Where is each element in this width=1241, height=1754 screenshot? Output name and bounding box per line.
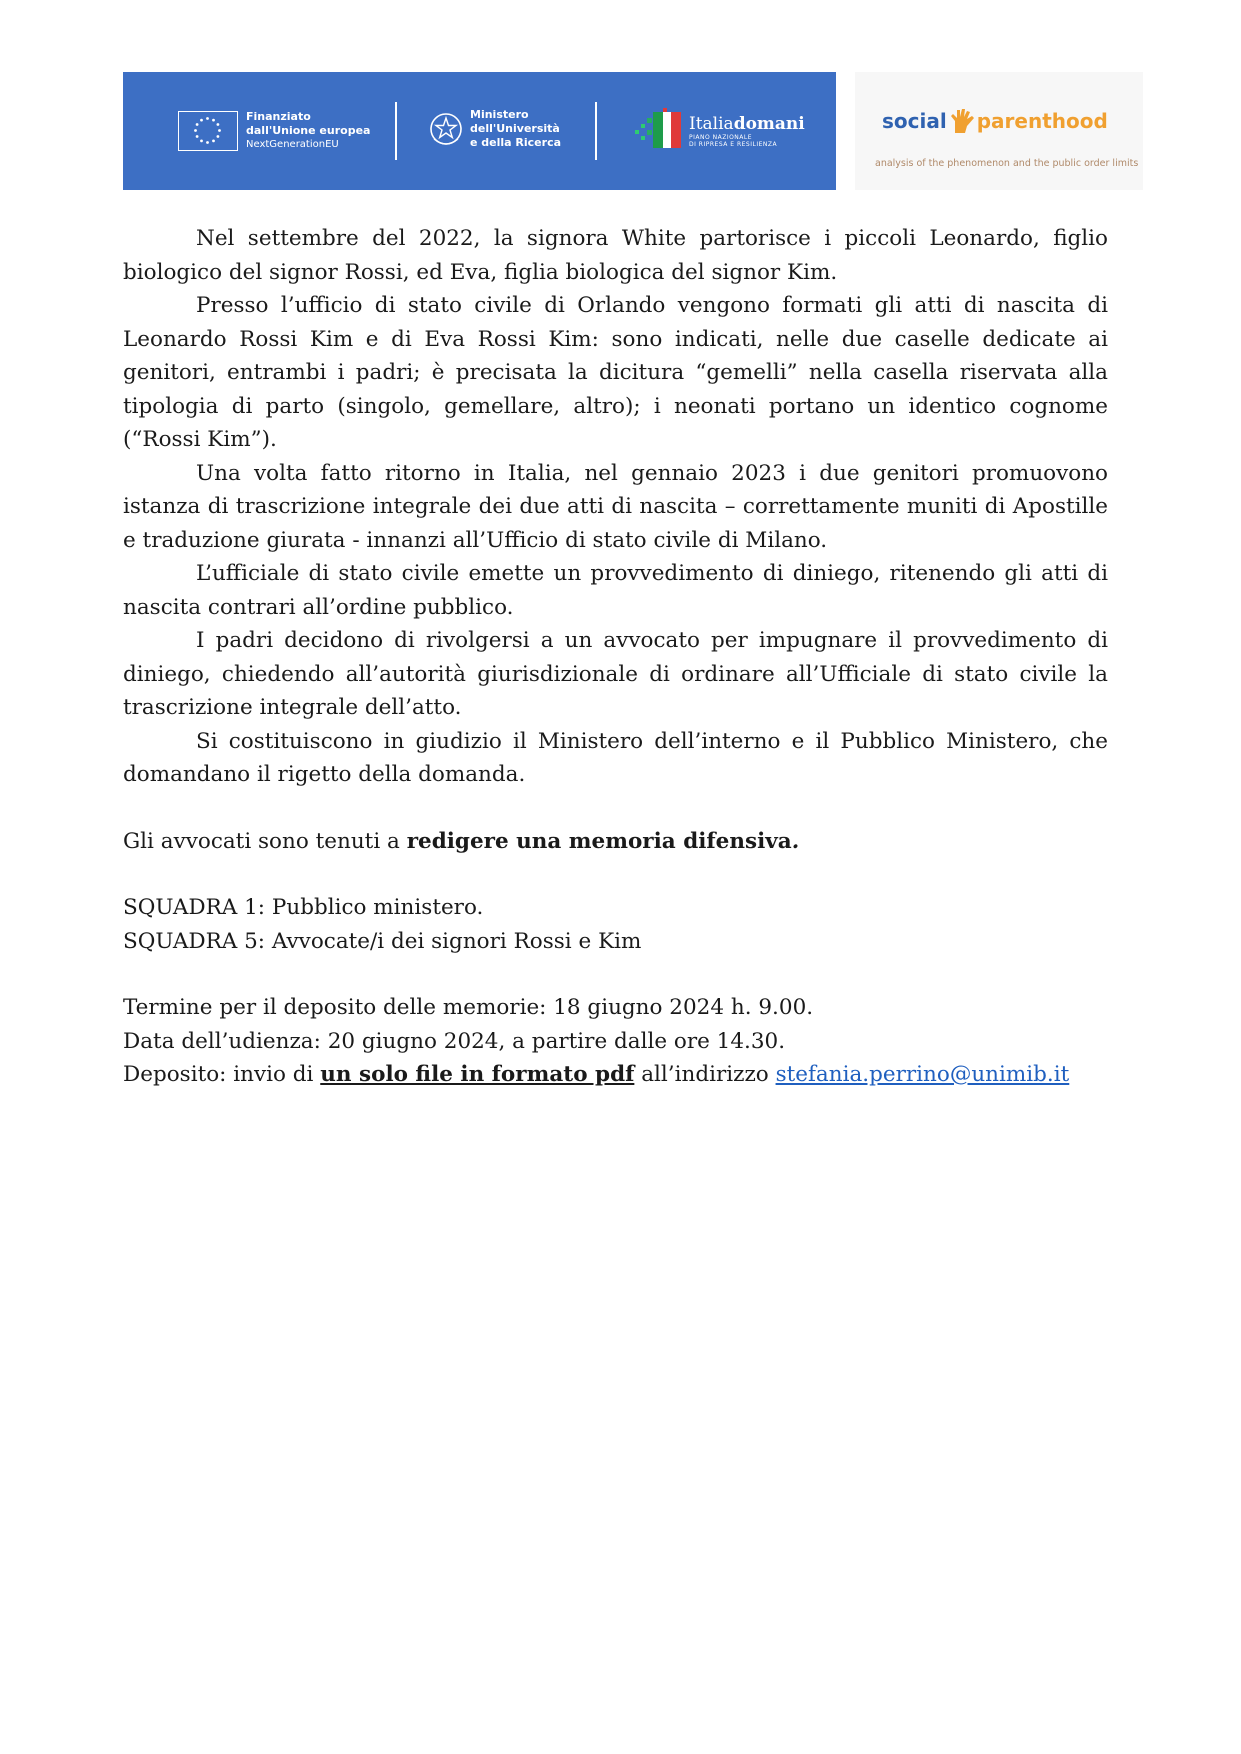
paragraph: Presso l’ufficio di stato civile di Orlando vengono formati gli atti di nascita di Leonardo Rossi Kim e di Eva Rossi Kim: sono indicati, nelle due caselle dedicate ai genitori, entrambi i padri; è precisata la dicitura “gemelli” nella casella riservata alla tipologia di parto (singolo, gemellare, altro); i neonati portano un identico cognome (“Rossi Kim”). [123,293,1108,452]
ministry-line1: Ministero [470,108,529,121]
eu-line3: NextGenerationEU [246,139,339,150]
deposit-instruction [123,1058,1108,1092]
task-prefix: Gli avvocati sono tenuti a [123,828,407,854]
deposit-mid: all’indirizzo [634,1062,776,1087]
team-5: SQUADRA 5: Avvocate/i dei signori Rossi e Kim [123,928,642,954]
italia-brand-a: Italia [689,114,734,134]
paragraph: I padri decidono di rivolgersi a un avvocato per impugnare il provvedimento di diniego, chiedendo all’autorità giurisdizionale di ordinare all’Ufficiale di stato civile la trascrizione integrale dell’atto. [123,628,1108,720]
sp-title-b: parenthood [976,109,1108,133]
deposit-bold: un solo file in formato pdf [320,1062,635,1087]
italian-emblem-icon [428,109,464,149]
hearing-date: Data dell’udienza: 20 giugno 2024, a partire dalle ore 14.30. [123,1028,786,1054]
eu-line1: Finanziato [246,110,311,123]
funding-banner [123,72,836,190]
email-link[interactable]: stefania.perrino@unimib.it [775,1062,1070,1087]
paragraph: Una volta fatto ritorno in Italia, nel gennaio 2023 i due genitori promuovono istanza di trascrizione integrale dei due atti di nascita – correttamente muniti di Apostille e traduzione giurata - innanzi all’Ufficio di stato civile di Milano. [123,460,1108,553]
document-body [123,222,1108,1092]
italia-domani-logo [633,106,805,156]
ministry-line2: dell'Università [470,122,560,135]
task-suffix: . [791,828,800,854]
eu-funding-logo [178,110,370,152]
ministry-line3: e della Ricerca [470,136,562,149]
social-parenthood-logo [855,72,1143,190]
paragraph: L’ufficiale di stato civile emette un provvedimento di diniego, ritenendo gli atti di nascita contrari all’ordine pubblico. [123,561,1108,620]
sp-title [882,108,1108,134]
hand-icon [947,108,977,134]
deposit-prefix: Deposito: invio di [123,1062,321,1087]
task-instruction [123,825,1108,859]
italia-brand-b: domani [733,114,805,134]
paragraph: Nel settembre del 2022, la signora White partorisce i piccoli Leonardo, figlio biologico del signor Rossi, ed Eva, figlia biologica del signor Kim. [123,226,1108,285]
italia-domani-icon [633,106,687,156]
italia-sub1: PIANO NAZIONALE [689,134,753,141]
italia-sub2: DI RIPRESA E RESILIENZA [689,141,778,148]
banner-divider [395,102,397,160]
ministry-logo [428,108,561,150]
team-1: SQUADRA 1: Pubblico ministero. [123,895,484,920]
deadline: Termine per il deposito delle memorie: 18 giugno 2024 h. 9.00. [123,995,814,1020]
sp-title-a: social [882,109,947,133]
eu-flag-icon [178,111,238,151]
eu-line2: dall'Unione europea [246,124,371,137]
paragraph: Si costituiscono in giudizio il Ministero dell’interno e il Pubblico Ministero, che domandano il rigetto della domanda. [123,728,1108,787]
sp-subtitle: analysis of the phenomenon and the public order limits [875,158,1139,169]
task-bold: redigere una memoria difensiva [406,828,792,854]
banner-divider [595,102,597,160]
